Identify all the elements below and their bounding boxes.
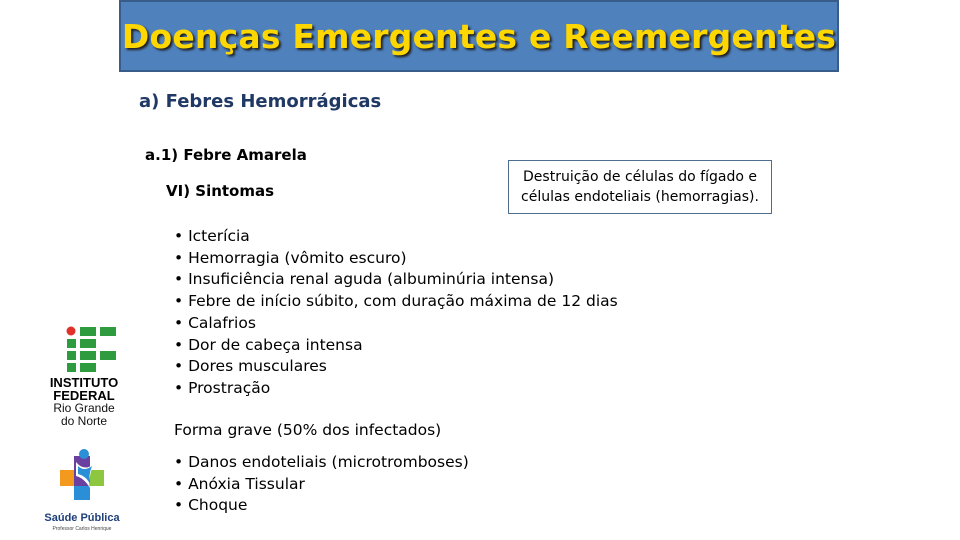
slide-title: Doenças Emergentes e Reemergentes xyxy=(121,16,837,56)
ifrn-grid-icon xyxy=(66,326,122,372)
saude-publica-logo xyxy=(36,448,128,536)
list-item: • Prostração xyxy=(174,378,618,400)
ifrn-line-4: do Norte xyxy=(60,414,108,428)
health-cross-icon xyxy=(56,448,108,510)
list-item: • Calafrios xyxy=(174,313,618,335)
list-item: • Icterícia xyxy=(174,226,618,248)
severe-form-label: Forma grave xyxy=(174,421,272,439)
symptoms-heading: VI) Sintomas xyxy=(166,182,275,200)
ifrn-line-3: Rio Grande xyxy=(53,401,115,415)
list-item: • Insuficiência renal aguda (albuminúria intensa) xyxy=(174,269,618,291)
list-item: • Dores musculares xyxy=(174,356,618,378)
ifrn-wordmark xyxy=(44,376,124,428)
ifrn-line-1: INSTITUTO xyxy=(49,375,119,390)
title-banner xyxy=(119,0,839,72)
severe-form-detail: (50% dos infectados) xyxy=(271,421,442,439)
section-heading: a) Febres Hemorrágicas xyxy=(139,91,382,112)
saude-publica-subtitle: Professor Carlos Henrique xyxy=(52,526,112,532)
sub-heading: a.1) Febre Amarela xyxy=(145,146,307,164)
ifrn-logo xyxy=(44,326,124,430)
list-item: • Choque xyxy=(174,495,469,517)
callout-box xyxy=(508,160,772,214)
list-item: • Anóxia Tissular xyxy=(174,474,469,496)
list-item: • Dor de cabeça intensa xyxy=(174,335,618,357)
list-item: • Febre de início súbito, com duração máxima de 12 dias xyxy=(174,291,618,313)
list-item: • Hemorragia (vômito escuro) xyxy=(174,248,618,270)
symptoms-list xyxy=(174,226,618,400)
list-item: • Danos endoteliais (microtromboses) xyxy=(174,452,469,474)
saude-publica-name: Saúde Pública xyxy=(44,512,120,524)
callout-line-1: Destruição de células do fígado e xyxy=(523,169,757,185)
callout-line-2: células endoteliais (hemorragias). xyxy=(521,189,759,205)
ifrn-line-2: FEDERAL xyxy=(53,388,115,403)
severe-form-heading xyxy=(174,421,441,439)
severe-form-list xyxy=(174,452,469,517)
